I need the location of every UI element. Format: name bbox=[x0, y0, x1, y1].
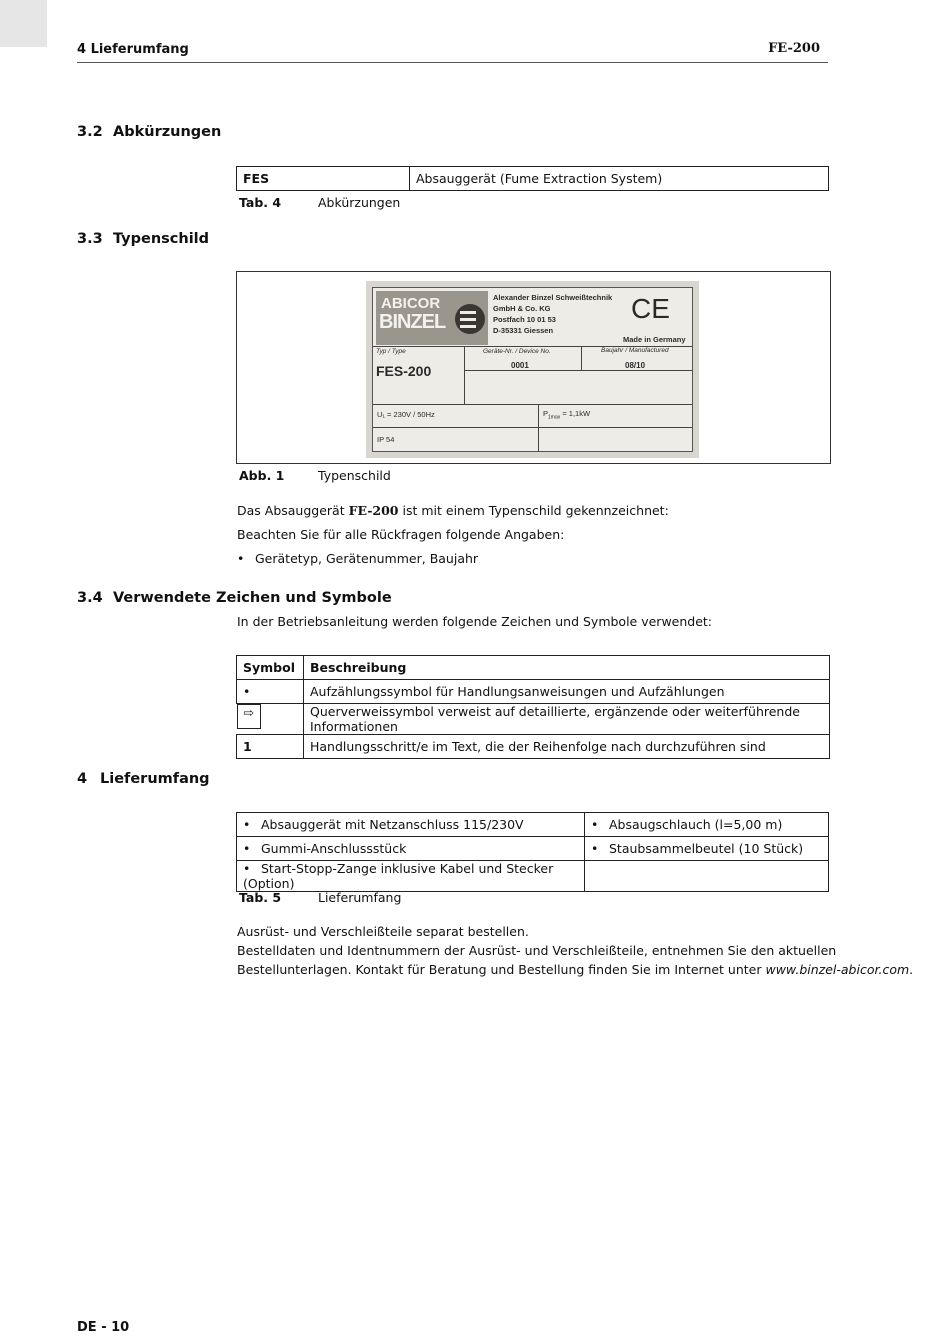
abbr-key-cell: FES bbox=[237, 167, 410, 191]
caption-label: Tab. 4 bbox=[239, 195, 282, 210]
scope-item: • Gummi-Anschlussstück bbox=[243, 841, 406, 856]
voltage-value: U₁ = 230V / 50Hz bbox=[377, 410, 435, 419]
company-line: Postfach 10 01 53 bbox=[493, 315, 556, 324]
plate-divider bbox=[464, 370, 692, 371]
ip-rating: IP 54 bbox=[377, 435, 395, 444]
header-model: FE-200 bbox=[768, 41, 820, 56]
year-value: 08/10 bbox=[625, 361, 646, 370]
table-row bbox=[237, 861, 829, 892]
scope-item: • Absaugschlauch (l=5,00 m) bbox=[591, 817, 782, 832]
year-label: Baujahr / Manufactured bbox=[601, 347, 669, 354]
caption-text: Typenschild bbox=[318, 468, 391, 483]
power-number: = 1,1kW bbox=[560, 409, 591, 418]
description-cell: Querverweissymbol verweist auf detaillierte, ergänzende oder weiterführende Informationen bbox=[304, 704, 830, 735]
paragraph-contact bbox=[237, 962, 913, 977]
power-symbol: P bbox=[543, 409, 549, 418]
model-name: FE-200 bbox=[348, 503, 399, 518]
scope-item: • Staubsammelbeutel (10 Stück) bbox=[591, 841, 803, 856]
text-span: . bbox=[909, 962, 914, 977]
scope-of-delivery-table bbox=[236, 812, 829, 892]
scope-cell bbox=[237, 813, 585, 837]
section-title: Abkürzungen bbox=[113, 124, 222, 140]
paragraph-type-plate bbox=[237, 503, 669, 518]
scope-cell bbox=[237, 861, 585, 892]
type-plate-image bbox=[366, 281, 699, 458]
scope-cell bbox=[585, 837, 829, 861]
caption-text: Abkürzungen bbox=[318, 195, 401, 210]
header-rule bbox=[77, 62, 828, 63]
plate-divider bbox=[538, 404, 539, 452]
scope-cell bbox=[585, 813, 829, 837]
text-span: Bestellunterlagen. Kontakt für Beratung und Bestellung finden Sie im Internet unter bbox=[237, 962, 766, 977]
table-row bbox=[237, 735, 830, 759]
arrow-icon: ⇨ bbox=[237, 704, 261, 729]
section-title: Lieferumfang bbox=[100, 771, 210, 787]
section-title: Typenschild bbox=[113, 231, 210, 247]
logo-mark-icon bbox=[454, 299, 486, 339]
paragraph-order-data: Bestelldaten und Identnummern der Ausrüst- und Verschleißteile, entnehmen Sie den aktuellen bbox=[237, 943, 837, 958]
description-cell: Aufzählungssymbol für Handlungsanweisungen und Aufzählungen bbox=[304, 680, 830, 704]
abbr-value-cell: Absauggerät (Fume Extraction System) bbox=[410, 167, 829, 191]
abbreviations-table bbox=[236, 166, 829, 191]
text-span: Das Absauggerät bbox=[237, 503, 349, 518]
plate-divider bbox=[581, 346, 582, 370]
paragraph-symbols-intro: In der Betriebsanleitung werden folgende Zeichen und Symbole verwendet: bbox=[237, 614, 713, 629]
section-title: Verwendete Zeichen und Symbole bbox=[113, 590, 392, 606]
page-number: DE - 10 bbox=[77, 1320, 130, 1335]
section-heading-3-2 bbox=[77, 124, 221, 140]
company-line: GmbH & Co. KG bbox=[493, 304, 551, 313]
description-cell: Handlungsschritt/e im Text, die der Reihenfolge nach durchzuführen sind bbox=[304, 735, 830, 759]
symbol-cell: 1 bbox=[237, 735, 304, 759]
scope-item: • Absauggerät mit Netzanschluss 115/230V bbox=[243, 817, 524, 832]
type-label: Typ / Type bbox=[376, 348, 406, 355]
plate-divider bbox=[373, 427, 692, 428]
table-caption-5 bbox=[239, 890, 401, 905]
symbols-table bbox=[236, 655, 830, 759]
section-heading-3-4 bbox=[77, 590, 392, 606]
device-no-label: Geräte-Nr. / Device No. bbox=[483, 348, 551, 355]
scope-cell bbox=[237, 837, 585, 861]
table-row bbox=[237, 837, 829, 861]
column-header: Symbol bbox=[237, 656, 304, 680]
section-heading-3-3 bbox=[77, 231, 209, 247]
scope-cell-empty bbox=[585, 861, 829, 892]
table-row bbox=[237, 704, 830, 735]
figure-caption-1 bbox=[239, 468, 391, 483]
ce-mark: CE bbox=[631, 293, 670, 324]
page-corner-tab bbox=[0, 0, 47, 47]
made-in-germany: Made in Germany bbox=[623, 335, 686, 344]
caption-label: Abb. 1 bbox=[239, 468, 285, 483]
logo-text-binzel: BINZEL bbox=[379, 311, 446, 333]
section-number: 4 bbox=[77, 771, 88, 787]
caption-text: Lieferumfang bbox=[318, 890, 402, 905]
table-row bbox=[237, 813, 829, 837]
section-number: 3.2 bbox=[77, 124, 103, 140]
plate-divider bbox=[464, 346, 465, 404]
binzel-logo bbox=[376, 291, 488, 345]
table-row bbox=[237, 680, 830, 704]
type-value: FES-200 bbox=[376, 363, 432, 379]
table-row bbox=[237, 167, 829, 191]
section-heading-4 bbox=[77, 771, 210, 787]
company-line: D-35331 Giessen bbox=[493, 326, 554, 335]
table-caption-4 bbox=[239, 195, 400, 210]
section-number: 3.4 bbox=[77, 590, 103, 606]
logo-text-abicor: ABICOR bbox=[381, 295, 441, 312]
company-line: Alexander Binzel Schweißtechnik bbox=[493, 293, 613, 302]
device-no-value: 0001 bbox=[511, 361, 529, 370]
table-header-row bbox=[237, 656, 830, 680]
paragraph-inquiries: Beachten Sie für alle Rückfragen folgende Angaben: bbox=[237, 527, 565, 542]
power-subscript: 1max bbox=[548, 414, 561, 421]
bullet-text: • Gerätetyp, Gerätenummer, Baujahr bbox=[237, 551, 478, 566]
plate-divider bbox=[373, 404, 692, 405]
website-link[interactable]: www.binzel-abicor.com bbox=[765, 962, 910, 977]
text-span: ist mit einem Typenschild gekennzeichnet: bbox=[398, 503, 669, 518]
section-number: 3.3 bbox=[77, 231, 103, 247]
symbol-cell: • bbox=[237, 680, 304, 704]
column-header: Beschreibung bbox=[304, 656, 830, 680]
header-chapter: 4 Lieferumfang bbox=[77, 42, 189, 57]
power-value bbox=[543, 409, 590, 421]
scope-item: • Start-Stopp-Zange inklusive Kabel und Stecker (Option) bbox=[243, 861, 553, 891]
bullet-item bbox=[237, 551, 478, 566]
type-plate bbox=[372, 287, 693, 452]
caption-label: Tab. 5 bbox=[239, 890, 282, 905]
paragraph-order-parts: Ausrüst- und Verschleißteile separat bestellen. bbox=[237, 924, 529, 939]
